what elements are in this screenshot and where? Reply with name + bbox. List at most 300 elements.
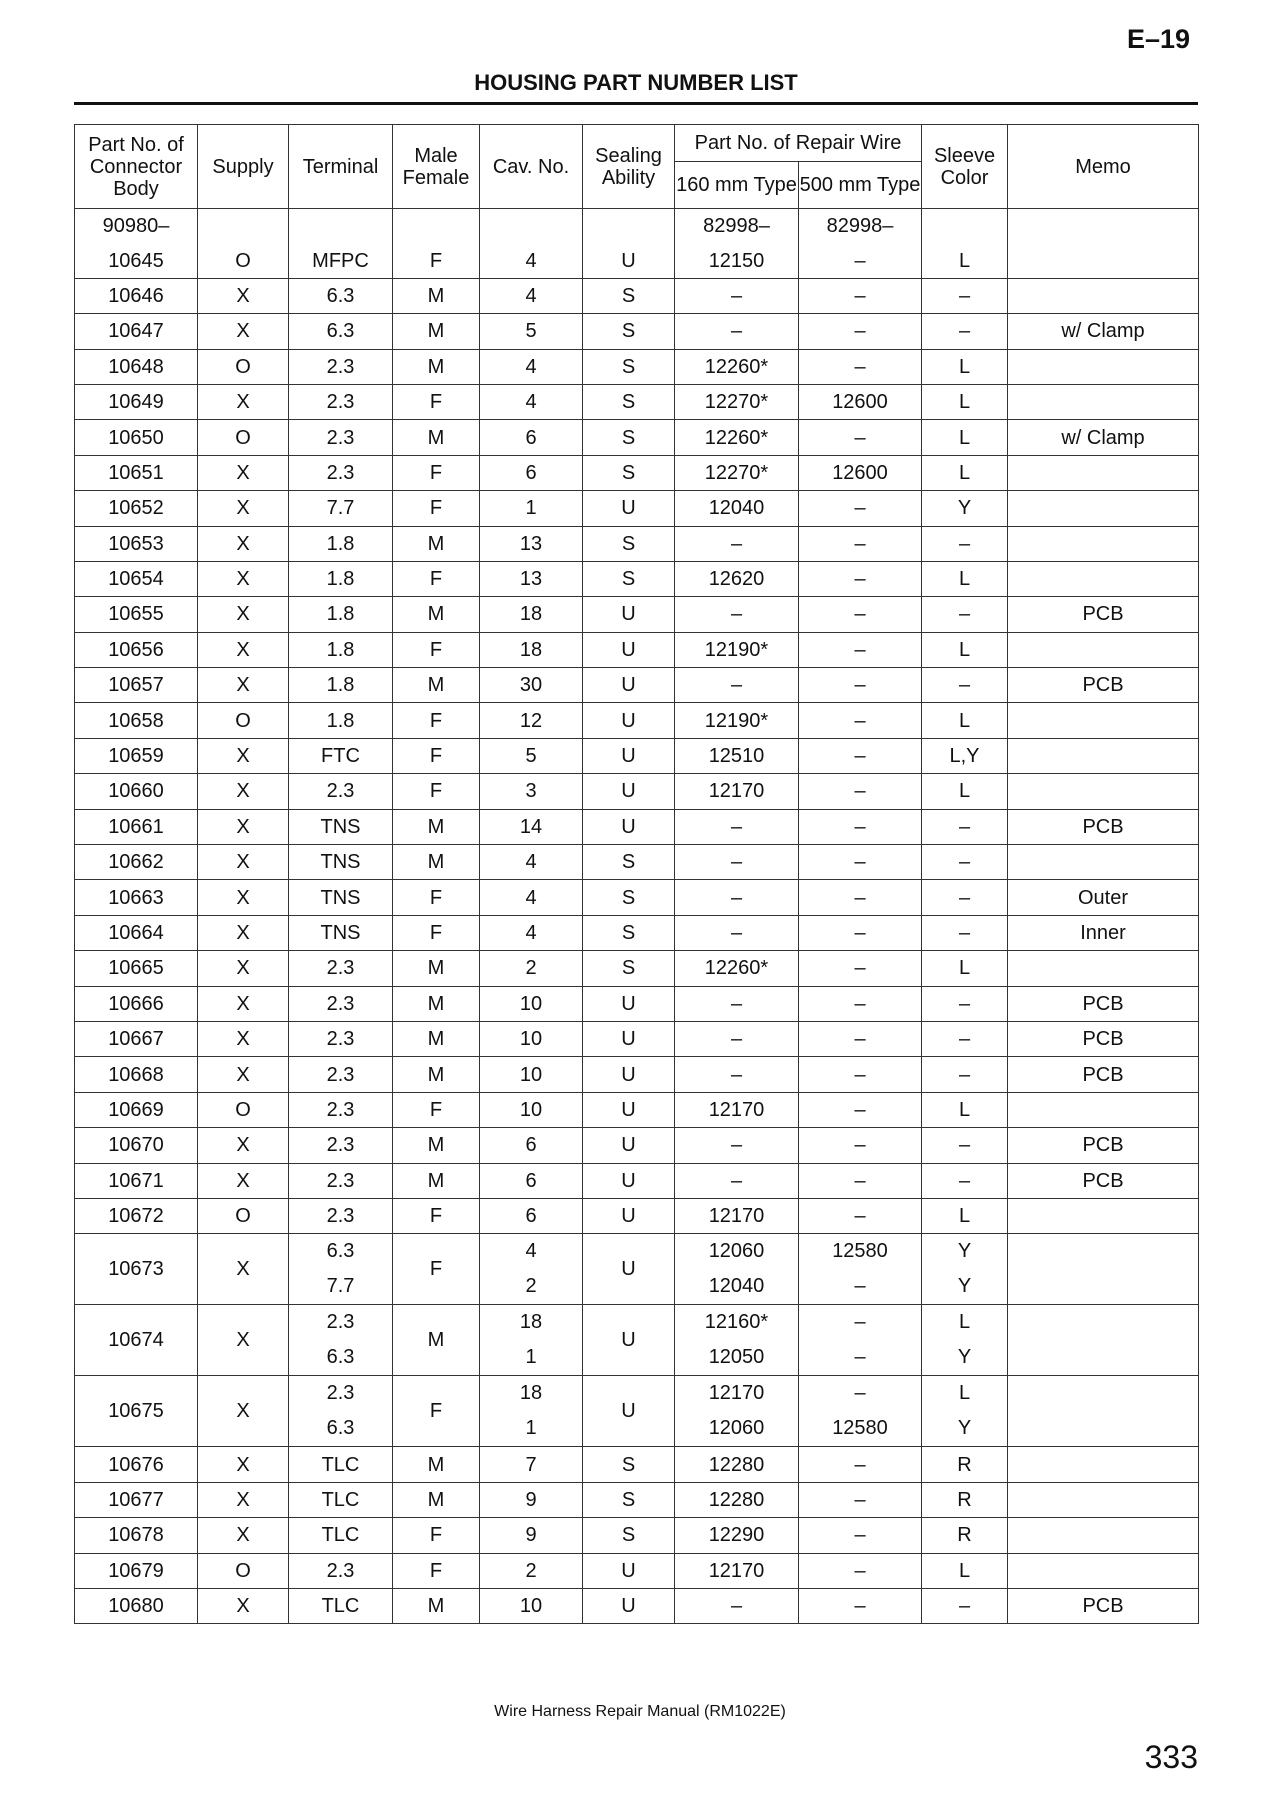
prefix-cell-memo	[1008, 209, 1199, 244]
cell-male-female: M	[393, 951, 480, 986]
cell-memo	[1008, 455, 1199, 490]
cell-memo	[1008, 951, 1199, 986]
cell-sealing: S	[583, 1447, 675, 1482]
cell-repair-500mm: 12600	[799, 455, 922, 490]
cell-part-no: 10670	[75, 1128, 198, 1163]
page-number: 333	[1144, 1739, 1198, 1775]
cell-sealing: U	[583, 1198, 675, 1233]
cell-terminal: 2.3	[289, 1057, 393, 1092]
cell-repair-160mm	[675, 1234, 799, 1305]
cell-sealing: S	[583, 420, 675, 455]
cell-male-female: F	[393, 384, 480, 419]
cell-sleeve-color: L	[922, 561, 1008, 596]
cell-supply: X	[198, 526, 289, 561]
cell-part-no: 10667	[75, 1021, 198, 1056]
cell-repair-160mm: 12260*	[675, 420, 799, 455]
cell-sleeve-color: Y	[922, 491, 1008, 526]
cell-male-female: M	[393, 420, 480, 455]
cell-line: –	[854, 1311, 866, 1334]
cell-cav-no: 10	[480, 1021, 583, 1056]
cell-repair-500mm: 12600	[799, 384, 922, 419]
cell-supply: O	[198, 1553, 289, 1588]
table-row	[75, 314, 1199, 349]
cell-male-female: M	[393, 986, 480, 1021]
cell-repair-500mm	[799, 1305, 922, 1376]
cell-terminal: 1.8	[289, 668, 393, 703]
cell-memo	[1008, 774, 1199, 809]
cell-repair-160mm: –	[675, 809, 799, 844]
cell-sealing: U	[583, 1588, 675, 1623]
cell-cav-no: 5	[480, 738, 583, 773]
cell-sealing: U	[583, 632, 675, 667]
cell-supply: X	[198, 845, 289, 880]
cell-part-no: 10680	[75, 1588, 198, 1623]
table-body	[75, 209, 1199, 1624]
cell-male-female: F	[393, 632, 480, 667]
cell-sleeve-color: L	[922, 1092, 1008, 1127]
cell-repair-160mm: 12280	[675, 1482, 799, 1517]
col-header-cav-no: Cav. No.	[480, 125, 583, 209]
cell-terminal: 1.8	[289, 526, 393, 561]
table-row	[75, 880, 1199, 915]
cell-supply: X	[198, 384, 289, 419]
cell-line: 6.3	[326, 1240, 355, 1263]
cell-male-female: M	[393, 1447, 480, 1482]
cell-repair-500mm: –	[799, 561, 922, 596]
cell-part-no: 10668	[75, 1057, 198, 1092]
cell-supply: X	[198, 986, 289, 1021]
table-row	[75, 526, 1199, 561]
cell-memo	[1008, 349, 1199, 384]
cell-memo	[1008, 1092, 1199, 1127]
cell-repair-160mm: –	[675, 597, 799, 632]
cell-memo	[1008, 1234, 1199, 1305]
housing-part-table	[74, 124, 1199, 1624]
cell-male-female: F	[393, 491, 480, 526]
cell-part-no: 10647	[75, 314, 198, 349]
cell-terminal: TLC	[289, 1482, 393, 1517]
cell-cav-no: 9	[480, 1518, 583, 1553]
table-row	[75, 1198, 1199, 1233]
col-header-part-no: Part No. of Connector Body	[75, 125, 198, 209]
cell-part-no: 10676	[75, 1447, 198, 1482]
cell-sleeve-color: R	[922, 1482, 1008, 1517]
cell-part-no: 10652	[75, 491, 198, 526]
prefix-row	[75, 209, 1199, 244]
cell-part-no: 10672	[75, 1198, 198, 1233]
col-header-memo: Memo	[1008, 125, 1199, 209]
cell-sleeve-color: L,Y	[922, 738, 1008, 773]
cell-cav-no	[480, 1376, 583, 1447]
cell-supply: X	[198, 1447, 289, 1482]
cell-male-female: F	[393, 738, 480, 773]
table-row	[75, 738, 1199, 773]
cell-sleeve-color: L	[922, 420, 1008, 455]
cell-terminal: TLC	[289, 1447, 393, 1482]
cell-repair-160mm	[675, 1305, 799, 1376]
cell-terminal: 2.3	[289, 1198, 393, 1233]
cell-repair-500mm: –	[799, 915, 922, 950]
cell-memo	[1008, 845, 1199, 880]
cell-repair-500mm: –	[799, 1447, 922, 1482]
cell-line: 12040	[708, 1275, 765, 1298]
cell-sleeve-color: L	[922, 384, 1008, 419]
cell-cav-no: 18	[480, 597, 583, 632]
cell-part-no: 10678	[75, 1518, 198, 1553]
cell-supply: X	[198, 1482, 289, 1517]
cell-supply: X	[198, 314, 289, 349]
cell-cav-no: 13	[480, 561, 583, 596]
cell-sleeve-color: –	[922, 1588, 1008, 1623]
cell-sleeve-color: –	[922, 915, 1008, 950]
cell-male-female: M	[393, 526, 480, 561]
cell-cav-no: 6	[480, 1198, 583, 1233]
cell-cav-no: 4	[480, 243, 583, 278]
cell-memo: PCB	[1008, 1057, 1199, 1092]
prefix-cell-sleeve-color	[922, 209, 1008, 244]
cell-sleeve-color: –	[922, 668, 1008, 703]
cell-sealing: U	[583, 1021, 675, 1056]
cell-cav-no: 4	[480, 915, 583, 950]
cell-sealing: U	[583, 597, 675, 632]
cell-repair-500mm: –	[799, 491, 922, 526]
cell-part-no: 10671	[75, 1163, 198, 1198]
cell-memo: PCB	[1008, 1588, 1199, 1623]
cell-sleeve-color: L	[922, 703, 1008, 738]
table-row	[75, 668, 1199, 703]
cell-repair-500mm: –	[799, 278, 922, 313]
cell-repair-500mm: –	[799, 1518, 922, 1553]
cell-male-female: F	[393, 1234, 480, 1305]
cell-part-no: 10663	[75, 880, 198, 915]
cell-sealing: S	[583, 278, 675, 313]
cell-male-female: F	[393, 1198, 480, 1233]
cell-repair-500mm: –	[799, 1198, 922, 1233]
cell-line: 4	[525, 1240, 537, 1263]
cell-male-female: F	[393, 1553, 480, 1588]
cell-line: 18	[519, 1382, 543, 1405]
cell-memo	[1008, 1198, 1199, 1233]
cell-cav-no: 4	[480, 384, 583, 419]
cell-sealing: U	[583, 1092, 675, 1127]
cell-male-female: F	[393, 915, 480, 950]
cell-terminal: 2.3	[289, 1128, 393, 1163]
col-header-supply: Supply	[198, 125, 289, 209]
cell-repair-160mm: –	[675, 1021, 799, 1056]
cell-repair-160mm: 12150	[675, 243, 799, 278]
cell-memo	[1008, 1482, 1199, 1517]
cell-male-female: M	[393, 314, 480, 349]
cell-line: 12580	[832, 1240, 888, 1263]
cell-repair-160mm: –	[675, 845, 799, 880]
cell-repair-500mm: –	[799, 951, 922, 986]
cell-supply: X	[198, 809, 289, 844]
cell-line: 2	[525, 1275, 537, 1298]
cell-memo: w/ Clamp	[1008, 314, 1199, 349]
cell-line: 1	[525, 1417, 537, 1440]
cell-sleeve-color: R	[922, 1447, 1008, 1482]
table-row	[75, 845, 1199, 880]
cell-line: 12060	[708, 1240, 765, 1263]
cell-terminal: 1.8	[289, 597, 393, 632]
cell-terminal	[289, 1376, 393, 1447]
col-header-repair-wire: Part No. of Repair Wire	[675, 125, 922, 162]
table-row	[75, 278, 1199, 313]
table-row	[75, 1447, 1199, 1482]
cell-supply: X	[198, 915, 289, 950]
cell-supply: O	[198, 1092, 289, 1127]
cell-supply: O	[198, 1198, 289, 1233]
cell-male-female: F	[393, 880, 480, 915]
cell-repair-500mm: –	[799, 986, 922, 1021]
cell-part-no: 10649	[75, 384, 198, 419]
cell-repair-500mm: –	[799, 880, 922, 915]
cell-cav-no: 10	[480, 1057, 583, 1092]
cell-part-no: 10661	[75, 809, 198, 844]
cell-memo	[1008, 561, 1199, 596]
prefix-cell-part-no: 90980–	[75, 209, 198, 244]
cell-cav-no: 9	[480, 1482, 583, 1517]
table-row	[75, 1234, 1199, 1305]
cell-sealing: U	[583, 809, 675, 844]
table-row	[75, 455, 1199, 490]
cell-male-female: M	[393, 278, 480, 313]
cell-memo	[1008, 1305, 1199, 1376]
table-row	[75, 384, 1199, 419]
cell-terminal: 6.3	[289, 314, 393, 349]
table-row	[75, 420, 1199, 455]
cell-sealing: S	[583, 455, 675, 490]
prefix-cell-cav-no	[480, 209, 583, 244]
table-row	[75, 597, 1199, 632]
cell-supply: X	[198, 278, 289, 313]
cell-terminal: 2.3	[289, 1021, 393, 1056]
cell-repair-500mm: –	[799, 774, 922, 809]
cell-memo	[1008, 1447, 1199, 1482]
cell-terminal: 1.8	[289, 632, 393, 667]
cell-repair-160mm: –	[675, 1057, 799, 1092]
cell-supply: X	[198, 1057, 289, 1092]
cell-memo	[1008, 526, 1199, 561]
cell-sleeve-color: –	[922, 278, 1008, 313]
cell-part-no: 10654	[75, 561, 198, 596]
cell-cav-no	[480, 1305, 583, 1376]
cell-supply: X	[198, 668, 289, 703]
cell-cav-no: 6	[480, 455, 583, 490]
cell-sealing: U	[583, 986, 675, 1021]
cell-repair-160mm: –	[675, 668, 799, 703]
cell-repair-160mm	[675, 1376, 799, 1447]
cell-cav-no: 6	[480, 1128, 583, 1163]
cell-terminal	[289, 1305, 393, 1376]
cell-repair-160mm: –	[675, 314, 799, 349]
cell-sealing: S	[583, 880, 675, 915]
cell-repair-160mm: –	[675, 1128, 799, 1163]
cell-line: –	[854, 1346, 866, 1369]
cell-cav-no: 6	[480, 1163, 583, 1198]
cell-memo	[1008, 384, 1199, 419]
cell-cav-no: 12	[480, 703, 583, 738]
cell-male-female: F	[393, 243, 480, 278]
cell-line: Y	[957, 1275, 972, 1298]
cell-sealing: U	[583, 1234, 675, 1305]
cell-cav-no: 5	[480, 314, 583, 349]
cell-sealing: S	[583, 384, 675, 419]
cell-cav-no: 30	[480, 668, 583, 703]
cell-cav-no	[480, 1234, 583, 1305]
cell-line: 6.3	[326, 1346, 355, 1369]
cell-part-no: 10675	[75, 1376, 198, 1447]
cell-male-female: M	[393, 1128, 480, 1163]
cell-repair-500mm: –	[799, 526, 922, 561]
cell-sealing: U	[583, 774, 675, 809]
table-row	[75, 1482, 1199, 1517]
prefix-cell-repair-500mm: 82998–	[799, 209, 922, 244]
table-row	[75, 1021, 1199, 1056]
cell-supply: X	[198, 738, 289, 773]
cell-memo: PCB	[1008, 986, 1199, 1021]
cell-supply: O	[198, 703, 289, 738]
cell-part-no: 10656	[75, 632, 198, 667]
cell-memo: PCB	[1008, 668, 1199, 703]
cell-sealing: U	[583, 1163, 675, 1198]
cell-repair-160mm: 12260*	[675, 349, 799, 384]
cell-part-no: 10657	[75, 668, 198, 703]
cell-line: 6.3	[326, 1417, 355, 1440]
cell-memo: PCB	[1008, 809, 1199, 844]
cell-line: Y	[957, 1346, 972, 1369]
cell-supply: X	[198, 1305, 289, 1376]
cell-male-female: F	[393, 1518, 480, 1553]
prefix-cell-repair-160mm: 82998–	[675, 209, 799, 244]
cell-part-no: 10655	[75, 597, 198, 632]
cell-repair-160mm: –	[675, 1588, 799, 1623]
cell-repair-160mm: –	[675, 1163, 799, 1198]
col-header-sleeve: Sleeve Color	[922, 125, 1008, 209]
cell-repair-500mm: –	[799, 1092, 922, 1127]
cell-sleeve-color: –	[922, 314, 1008, 349]
prefix-cell-male-female	[393, 209, 480, 244]
cell-cav-no: 3	[480, 774, 583, 809]
table-row	[75, 1376, 1199, 1447]
cell-sealing: U	[583, 1553, 675, 1588]
cell-supply: X	[198, 1128, 289, 1163]
cell-supply: X	[198, 491, 289, 526]
cell-memo: PCB	[1008, 1163, 1199, 1198]
cell-terminal: 2.3	[289, 986, 393, 1021]
cell-sleeve-color: –	[922, 597, 1008, 632]
cell-sleeve-color: –	[922, 845, 1008, 880]
cell-sealing: S	[583, 526, 675, 561]
cell-supply: X	[198, 774, 289, 809]
cell-sleeve-color: L	[922, 774, 1008, 809]
table-row	[75, 774, 1199, 809]
cell-part-no: 10650	[75, 420, 198, 455]
cell-sleeve-color: –	[922, 809, 1008, 844]
cell-line: 1	[525, 1346, 537, 1369]
cell-male-female: M	[393, 349, 480, 384]
cell-line: 2.3	[326, 1382, 355, 1405]
table-row	[75, 951, 1199, 986]
cell-sealing: S	[583, 915, 675, 950]
cell-cav-no: 1	[480, 491, 583, 526]
cell-memo	[1008, 278, 1199, 313]
cell-part-no: 10664	[75, 915, 198, 950]
cell-line: –	[854, 1382, 866, 1405]
cell-male-female: M	[393, 1482, 480, 1517]
prefix-cell-supply	[198, 209, 289, 244]
cell-terminal: 2.3	[289, 774, 393, 809]
cell-part-no: 10659	[75, 738, 198, 773]
cell-part-no: 10648	[75, 349, 198, 384]
cell-line: Y	[957, 1417, 972, 1440]
cell-repair-500mm: –	[799, 632, 922, 667]
cell-terminal: 2.3	[289, 1092, 393, 1127]
cell-repair-160mm: 12270*	[675, 455, 799, 490]
cell-supply: X	[198, 632, 289, 667]
cell-part-no: 10674	[75, 1305, 198, 1376]
cell-sealing: U	[583, 243, 675, 278]
cell-supply: X	[198, 561, 289, 596]
cell-sealing: S	[583, 1518, 675, 1553]
table-row	[75, 1057, 1199, 1092]
cell-male-female: F	[393, 455, 480, 490]
cell-sealing: U	[583, 1057, 675, 1092]
cell-male-female: M	[393, 597, 480, 632]
cell-male-female: M	[393, 845, 480, 880]
cell-sleeve-color: L	[922, 349, 1008, 384]
cell-repair-500mm: –	[799, 1128, 922, 1163]
cell-sealing: U	[583, 738, 675, 773]
cell-male-female: F	[393, 703, 480, 738]
cell-part-no: 10673	[75, 1234, 198, 1305]
cell-memo	[1008, 1553, 1199, 1588]
cell-memo: PCB	[1008, 1128, 1199, 1163]
cell-sleeve-color: –	[922, 1057, 1008, 1092]
cell-part-no: 10679	[75, 1553, 198, 1588]
table-row	[75, 809, 1199, 844]
cell-repair-160mm: 12270*	[675, 384, 799, 419]
cell-part-no: 10666	[75, 986, 198, 1021]
cell-terminal: 2.3	[289, 349, 393, 384]
col-header-160mm: 160 mm Type	[675, 162, 799, 209]
table-row	[75, 349, 1199, 384]
cell-repair-160mm: 12040	[675, 491, 799, 526]
cell-sleeve-color: R	[922, 1518, 1008, 1553]
cell-cav-no: 10	[480, 1588, 583, 1623]
cell-repair-160mm: –	[675, 986, 799, 1021]
cell-part-no: 10658	[75, 703, 198, 738]
cell-repair-160mm: 12290	[675, 1518, 799, 1553]
cell-sleeve-color: L	[922, 632, 1008, 667]
cell-repair-500mm: –	[799, 809, 922, 844]
table-row	[75, 1553, 1199, 1588]
table-row	[75, 915, 1199, 950]
cell-part-no: 10669	[75, 1092, 198, 1127]
cell-part-no: 10677	[75, 1482, 198, 1517]
col-header-500mm: 500 mm Type	[799, 162, 922, 209]
cell-repair-500mm: –	[799, 349, 922, 384]
cell-repair-500mm: –	[799, 1482, 922, 1517]
cell-terminal: TLC	[289, 1588, 393, 1623]
cell-sleeve-color: –	[922, 880, 1008, 915]
cell-cav-no: 2	[480, 1553, 583, 1588]
cell-supply: O	[198, 243, 289, 278]
cell-cav-no: 4	[480, 880, 583, 915]
cell-sleeve-color: –	[922, 526, 1008, 561]
cell-cav-no: 14	[480, 809, 583, 844]
cell-supply: X	[198, 951, 289, 986]
